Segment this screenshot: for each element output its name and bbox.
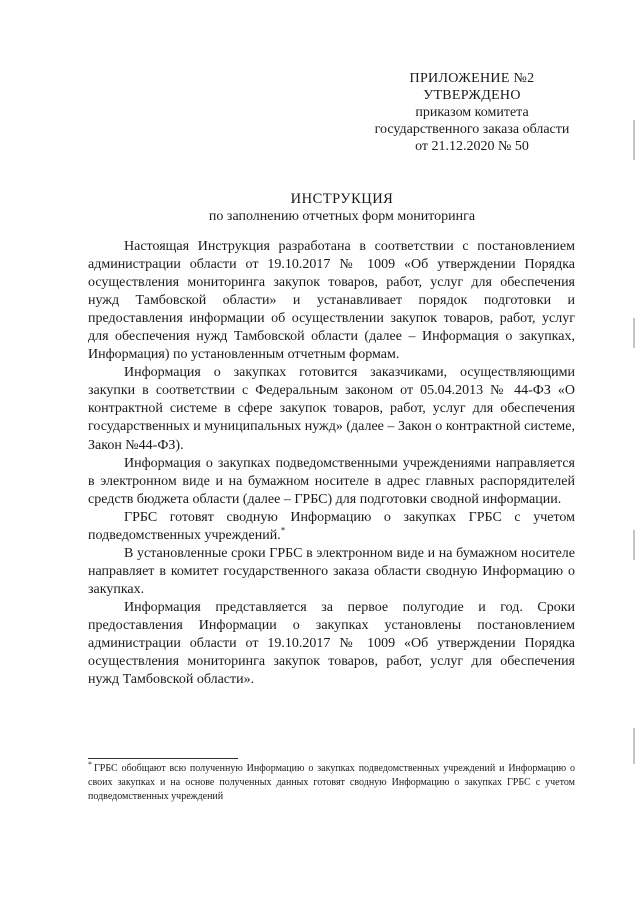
footnote-text: ГРБС обобщают всю полученную Информацию о закупках подведомственных учреждений и Информацию о своих закупках и на основе полученных данных готовят сводную Информацию о закупках ГРБС с учетом подведомственных учреждений <box>88 763 575 802</box>
paragraph-2: Информация о закупках готовится заказчиками, осуществляющими закупки в соответствии с Федеральным законом от 05.04.2013 № 44-ФЗ «О контрактной системе в сфере закупок товаров, работ, услуг для обеспечения государственных и муниципальных нужд» (далее – Закон о контрактной системе, Закон №44-ФЗ). <box>88 365 575 453</box>
paragraph-4 <box>88 509 575 545</box>
scan-edge-mark <box>633 530 635 560</box>
document-heading <box>100 190 584 226</box>
paragraph-4-text: ГРБС готовят сводную Информацию о закупках ГРБС с учетом подведомственных учреждений. <box>88 509 575 543</box>
document-body <box>88 238 575 689</box>
appendix-label: ПРИЛОЖЕНИЕ №2 <box>409 71 535 86</box>
scan-edge-mark <box>633 120 635 160</box>
document-title: ИНСТРУКЦИЯ <box>290 191 394 207</box>
paragraph-5: В установленные сроки ГРБС в электронном виде и на бумажном носителе направляет в комитет государственного заказа области сводную Информацию о закупках. <box>88 545 575 597</box>
paragraph-3: Информация о закупках подведомственными учреждениями направляется в электронном виде и на бумажном носителе в адрес главных распорядителей средств бюджета области (далее – ГРБС) для подготовки сводной информации. <box>88 455 575 507</box>
footnote-reference: * <box>280 525 286 536</box>
footnote-divider <box>88 758 238 759</box>
paragraph-1: Настоящая Инструкция разработана в соответствии с постановлением администрации области от 19.10.2017 № 1009 «Об утверждении Порядка осуществления мониторинга закупок товаров, работ, услуг для обеспечения нужд Тамбовской области» и устанавливает порядок подготовки и предоставления информации об осуществлении закупок товаров, работ, услуг для обеспечения нужд Тамбовской области (далее – Информация о закупках, Информация) по установленным отчетным формам. <box>88 239 575 363</box>
footnote-marker: * <box>88 759 92 769</box>
committee-label: государственного заказа области <box>374 122 570 137</box>
order-label: приказом комитета <box>415 105 529 120</box>
paragraph-6: Информация представляется за первое полугодие и год. Сроки предоставления Информации о закупках установлены постановлением администрации области от 19.10.2017 № 1009 «Об утверждении Порядка осуществления мониторинга закупок товаров, работ, услуг для обеспечения нужд Тамбовской области». <box>88 599 575 688</box>
scan-edge-mark <box>633 728 635 764</box>
document-subtitle: по заполнению отчетных форм мониторинга <box>208 209 476 224</box>
approval-stamp <box>352 70 592 155</box>
footnote <box>88 759 575 803</box>
order-date: от 21.12.2020 № 50 <box>415 139 529 154</box>
scan-edge-mark <box>633 318 635 348</box>
approved-label: УТВЕРЖДЕНО <box>423 88 521 103</box>
